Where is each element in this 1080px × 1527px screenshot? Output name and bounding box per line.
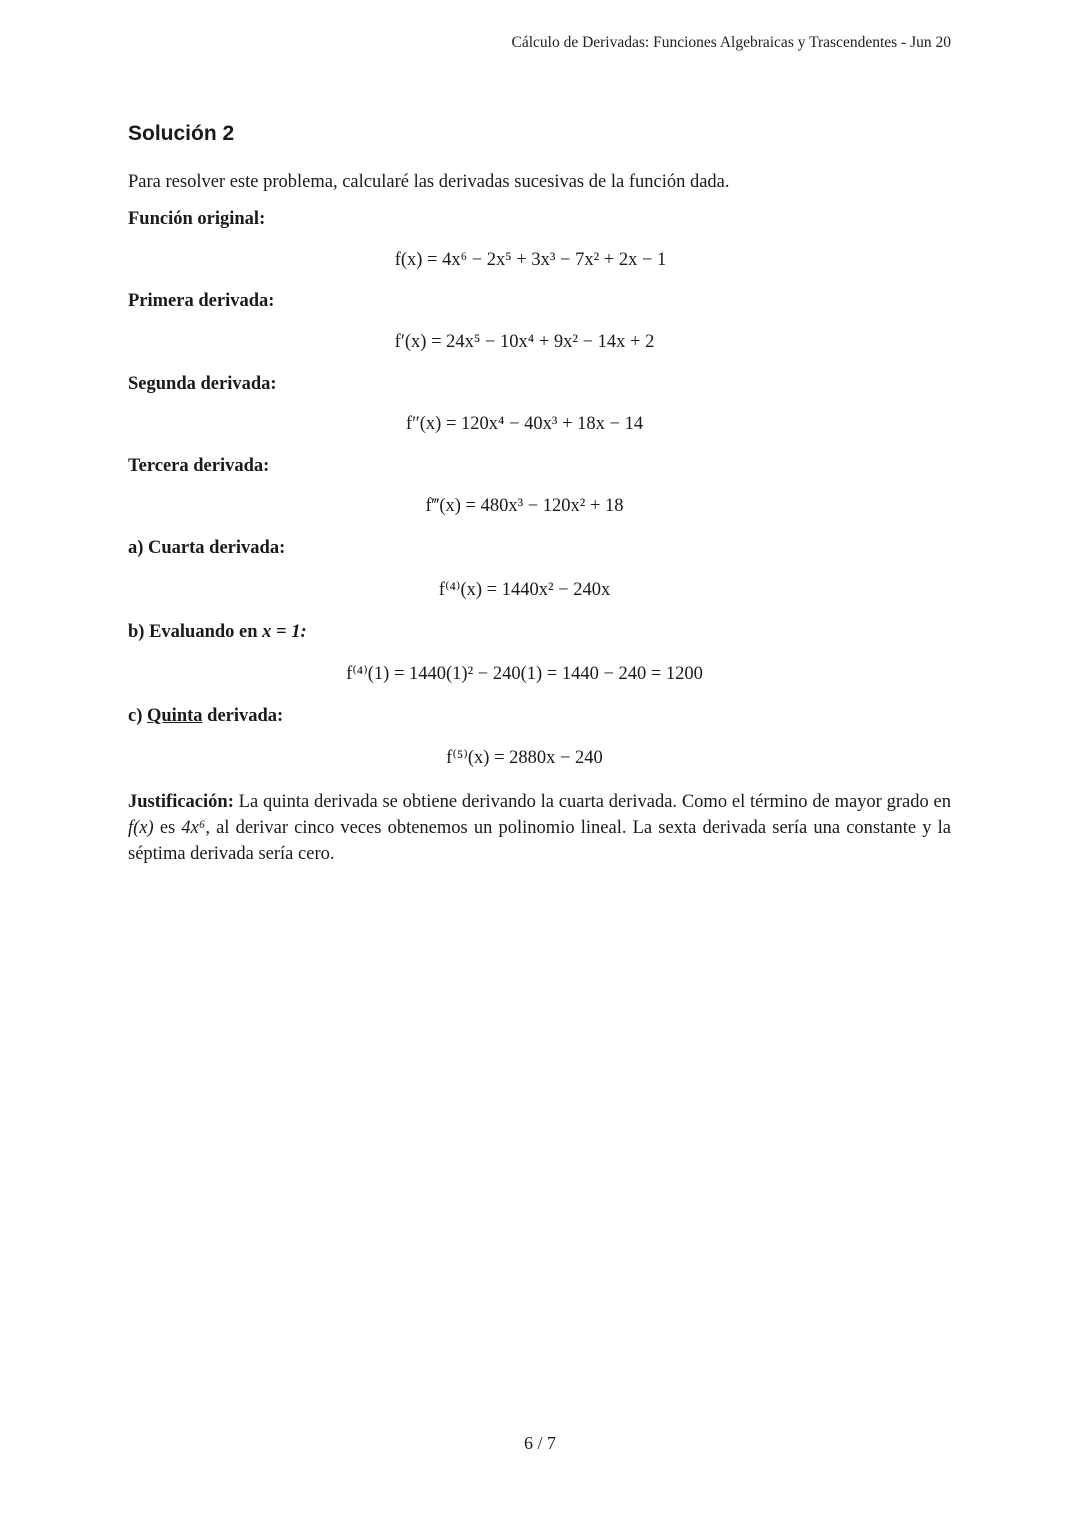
page-number: 6 / 7 <box>523 1433 556 1453</box>
label-second-derivative: Segunda derivada: <box>128 374 277 394</box>
equation-third-text: f‴(x) = 480x³ − 120x² + 18 <box>425 496 624 516</box>
equation-fifth-derivative <box>128 747 951 769</box>
equation-second-derivative <box>128 414 951 435</box>
equation-fourth-text: f⁽⁴⁾(x) = 1440x² − 240x <box>438 580 611 600</box>
label-original-function: Función original: <box>128 209 266 229</box>
equation-second-text: f″(x) = 120x⁴ − 40x³ + 18x − 14 <box>405 414 644 434</box>
label-evaluate <box>128 622 307 643</box>
justification-math-2: 4x⁶ <box>181 818 206 838</box>
justification-text-1: La quinta derivada se obtiene derivando la cuarta derivada. Como el término de mayor grado en <box>233 792 951 812</box>
label-fifth-prefix: c) <box>128 706 147 726</box>
justification-text-3: , al derivar cinco veces obtenemos un polinomio lineal. La sexta derivada sería una constante y la séptima derivada sería cero. <box>128 818 951 864</box>
running-header: Cálculo de Derivadas: Funciones Algebraicas y Trascendentes - Jun 20 <box>511 34 951 51</box>
label-third-derivative: Tercera derivada: <box>128 456 270 476</box>
label-evaluate-math: x = 1: <box>262 622 307 642</box>
label-fifth-suffix: derivada: <box>202 706 284 726</box>
equation-evaluate <box>128 663 951 685</box>
equation-original <box>128 250 951 271</box>
label-fourth-derivative: a) Cuarta derivada: <box>128 538 286 558</box>
equation-fifth-text: f⁽⁵⁾(x) = 2880x − 240 <box>446 748 603 768</box>
equation-fourth-derivative <box>128 579 951 601</box>
intro-paragraph: Para resolver este problema, calcularé las derivadas sucesivas de la función dada. <box>128 172 730 192</box>
label-first-derivative: Primera derivada: <box>128 291 275 311</box>
justification-math-1: f(x) <box>128 818 154 838</box>
label-fifth-derivative <box>128 706 283 727</box>
label-evaluate-prefix: b) Evaluando en <box>128 622 258 642</box>
solution-title: Solución 2 <box>128 122 235 145</box>
label-fifth-word: Quinta <box>147 706 203 726</box>
equation-first-derivative <box>128 332 951 353</box>
equation-first-text: f′(x) = 24x⁵ − 10x⁴ + 9x² − 14x + 2 <box>394 332 655 352</box>
equation-original-text: f(x) = 4x⁶ − 2x⁵ + 3x³ − 7x² + 2x − 1 <box>394 250 667 270</box>
equation-third-derivative <box>128 496 951 517</box>
justification-paragraph <box>128 789 951 867</box>
justification-label: Justificación: <box>128 792 234 812</box>
justification-text-2: es <box>153 818 182 838</box>
equation-evaluate-text: f⁽⁴⁾(1) = 1440(1)² − 240(1) = 1440 − 240 = 1200 <box>346 664 703 684</box>
